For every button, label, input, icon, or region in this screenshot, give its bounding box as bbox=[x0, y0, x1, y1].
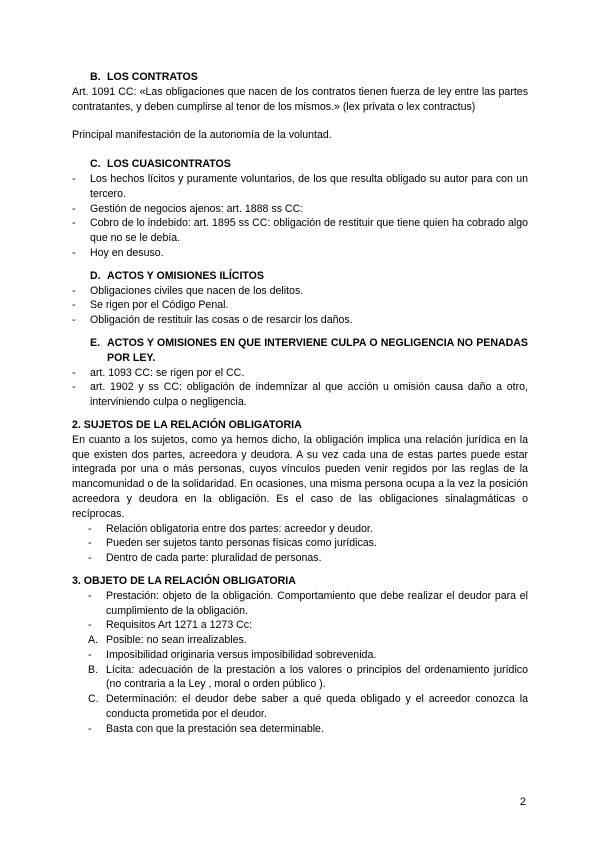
list-item: - Obligaciones civiles que nacen de los delitos. bbox=[72, 284, 304, 297]
list-item: - Basta con que la prestación sea determinable. bbox=[88, 722, 324, 735]
list-item: - Imposibilidad originaria versus imposibilidad sobrevenida. bbox=[88, 648, 377, 661]
list-item: C. Determinación: el deudor debe saber a qué queda obligado y el acreedor conozca la conducta prometida por el deudor. bbox=[88, 693, 528, 721]
section-c-heading: C. LOS CUASICONTRATOS bbox=[90, 158, 231, 171]
section-e-list bbox=[72, 366, 528, 410]
section-3-heading: 3. OBJETO DE LA RELACIÓN OBLIGATORIA bbox=[72, 574, 296, 587]
list-item: - art. 1093 CC: se rigen por el CC. bbox=[72, 366, 245, 379]
list-item: - Se rigen por el Código Penal. bbox=[72, 299, 229, 312]
list-item: - Prestación: objeto de la obligación. Comportamiento que debe realizar el deudor para el cumplimiento de la obligación. bbox=[88, 589, 528, 617]
section-b-note: Principal manifestación de la autonomía de la voluntad. bbox=[72, 129, 332, 142]
section-b-heading: B. LOS CONTRATOS bbox=[90, 71, 198, 83]
list-item: - Cobro de lo indebido: art. 1895 ss CC: obligación de restituir que tiene quien ha cobrado algo que no se le debía. bbox=[72, 217, 528, 245]
section-2-paragraph: En cuanto a los sujetos, como ya hemos dicho, la obligación implica una relación jurídica en la que existen dos partes, acreedora y deudora. A su vez cada una de estas partes puede estar integrada por una o más personas, cuyos vínculos pueden venir regidos por las reglas de la mancomunidad o de la solidaridad. En ocasiones, una misma persona ocupa a la vez la posición acreedora y deudora en la obligación. Es el caso de las obligaciones sinalagmáticas o recíprocas. bbox=[72, 433, 528, 520]
list-item: - Gestión de negocios ajenos: art. 1888 ss CC: bbox=[72, 202, 304, 215]
list-item: A. Posible: no sean irrealizables. bbox=[88, 634, 247, 647]
list-item: - Dentro de cada parte: pluralidad de personas. bbox=[88, 552, 322, 565]
section-2-heading: 2. SUJETOS DE LA RELACIÓN OBLIGATORIA bbox=[72, 418, 302, 431]
section-c-list bbox=[72, 172, 528, 261]
list-item: - Relación obligatoria entre dos partes: acreedor y deudor. bbox=[88, 522, 373, 535]
list-item: - Hoy en desuso. bbox=[72, 246, 164, 259]
page-content bbox=[72, 70, 528, 737]
section-d-heading: D. ACTOS Y OMISIONES ILÍCITOS bbox=[90, 269, 264, 282]
section-3-list bbox=[72, 589, 528, 737]
section-b-paragraph: Art. 1091 CC: «Las obligaciones que nacen de los contratos tienen fuerza de ley entre las partes contratantes, y deben cumplirse al tenor de los mismos.» (lex privata o lex contractus) bbox=[72, 85, 528, 113]
list-item: - art. 1902 y ss CC: obligación de indemnizar al que acción u omisión causa daño a otro, interviniendo culpa o negligencia. bbox=[72, 381, 528, 409]
section-e-heading: E. ACTOS Y OMISIONES EN QUE INTERVIENE CULPA O NEGLIGENCIA NO PENADAS POR LEY. bbox=[90, 336, 528, 364]
page-number: 2 bbox=[519, 796, 526, 808]
section-2-list bbox=[72, 522, 528, 566]
list-item: - Los hechos lícitos y puramente voluntarios, de los que resulta obligado su autor para con un tercero. bbox=[72, 172, 528, 200]
list-item: - Pueden ser sujetos tanto personas físicas como jurídicas. bbox=[88, 537, 377, 550]
list-item: - Obligación de restituir las cosas o de resarcir los daños. bbox=[72, 314, 353, 327]
list-item: B. Lícita: adecuación de la prestación a los valores o principios del ordenamiento jurídico (no contraria a la Ley , moral o orden público ). bbox=[88, 663, 528, 691]
list-item: - Requisitos Art 1271 a 1273 Cc: bbox=[88, 619, 253, 632]
section-d-list bbox=[72, 284, 528, 328]
